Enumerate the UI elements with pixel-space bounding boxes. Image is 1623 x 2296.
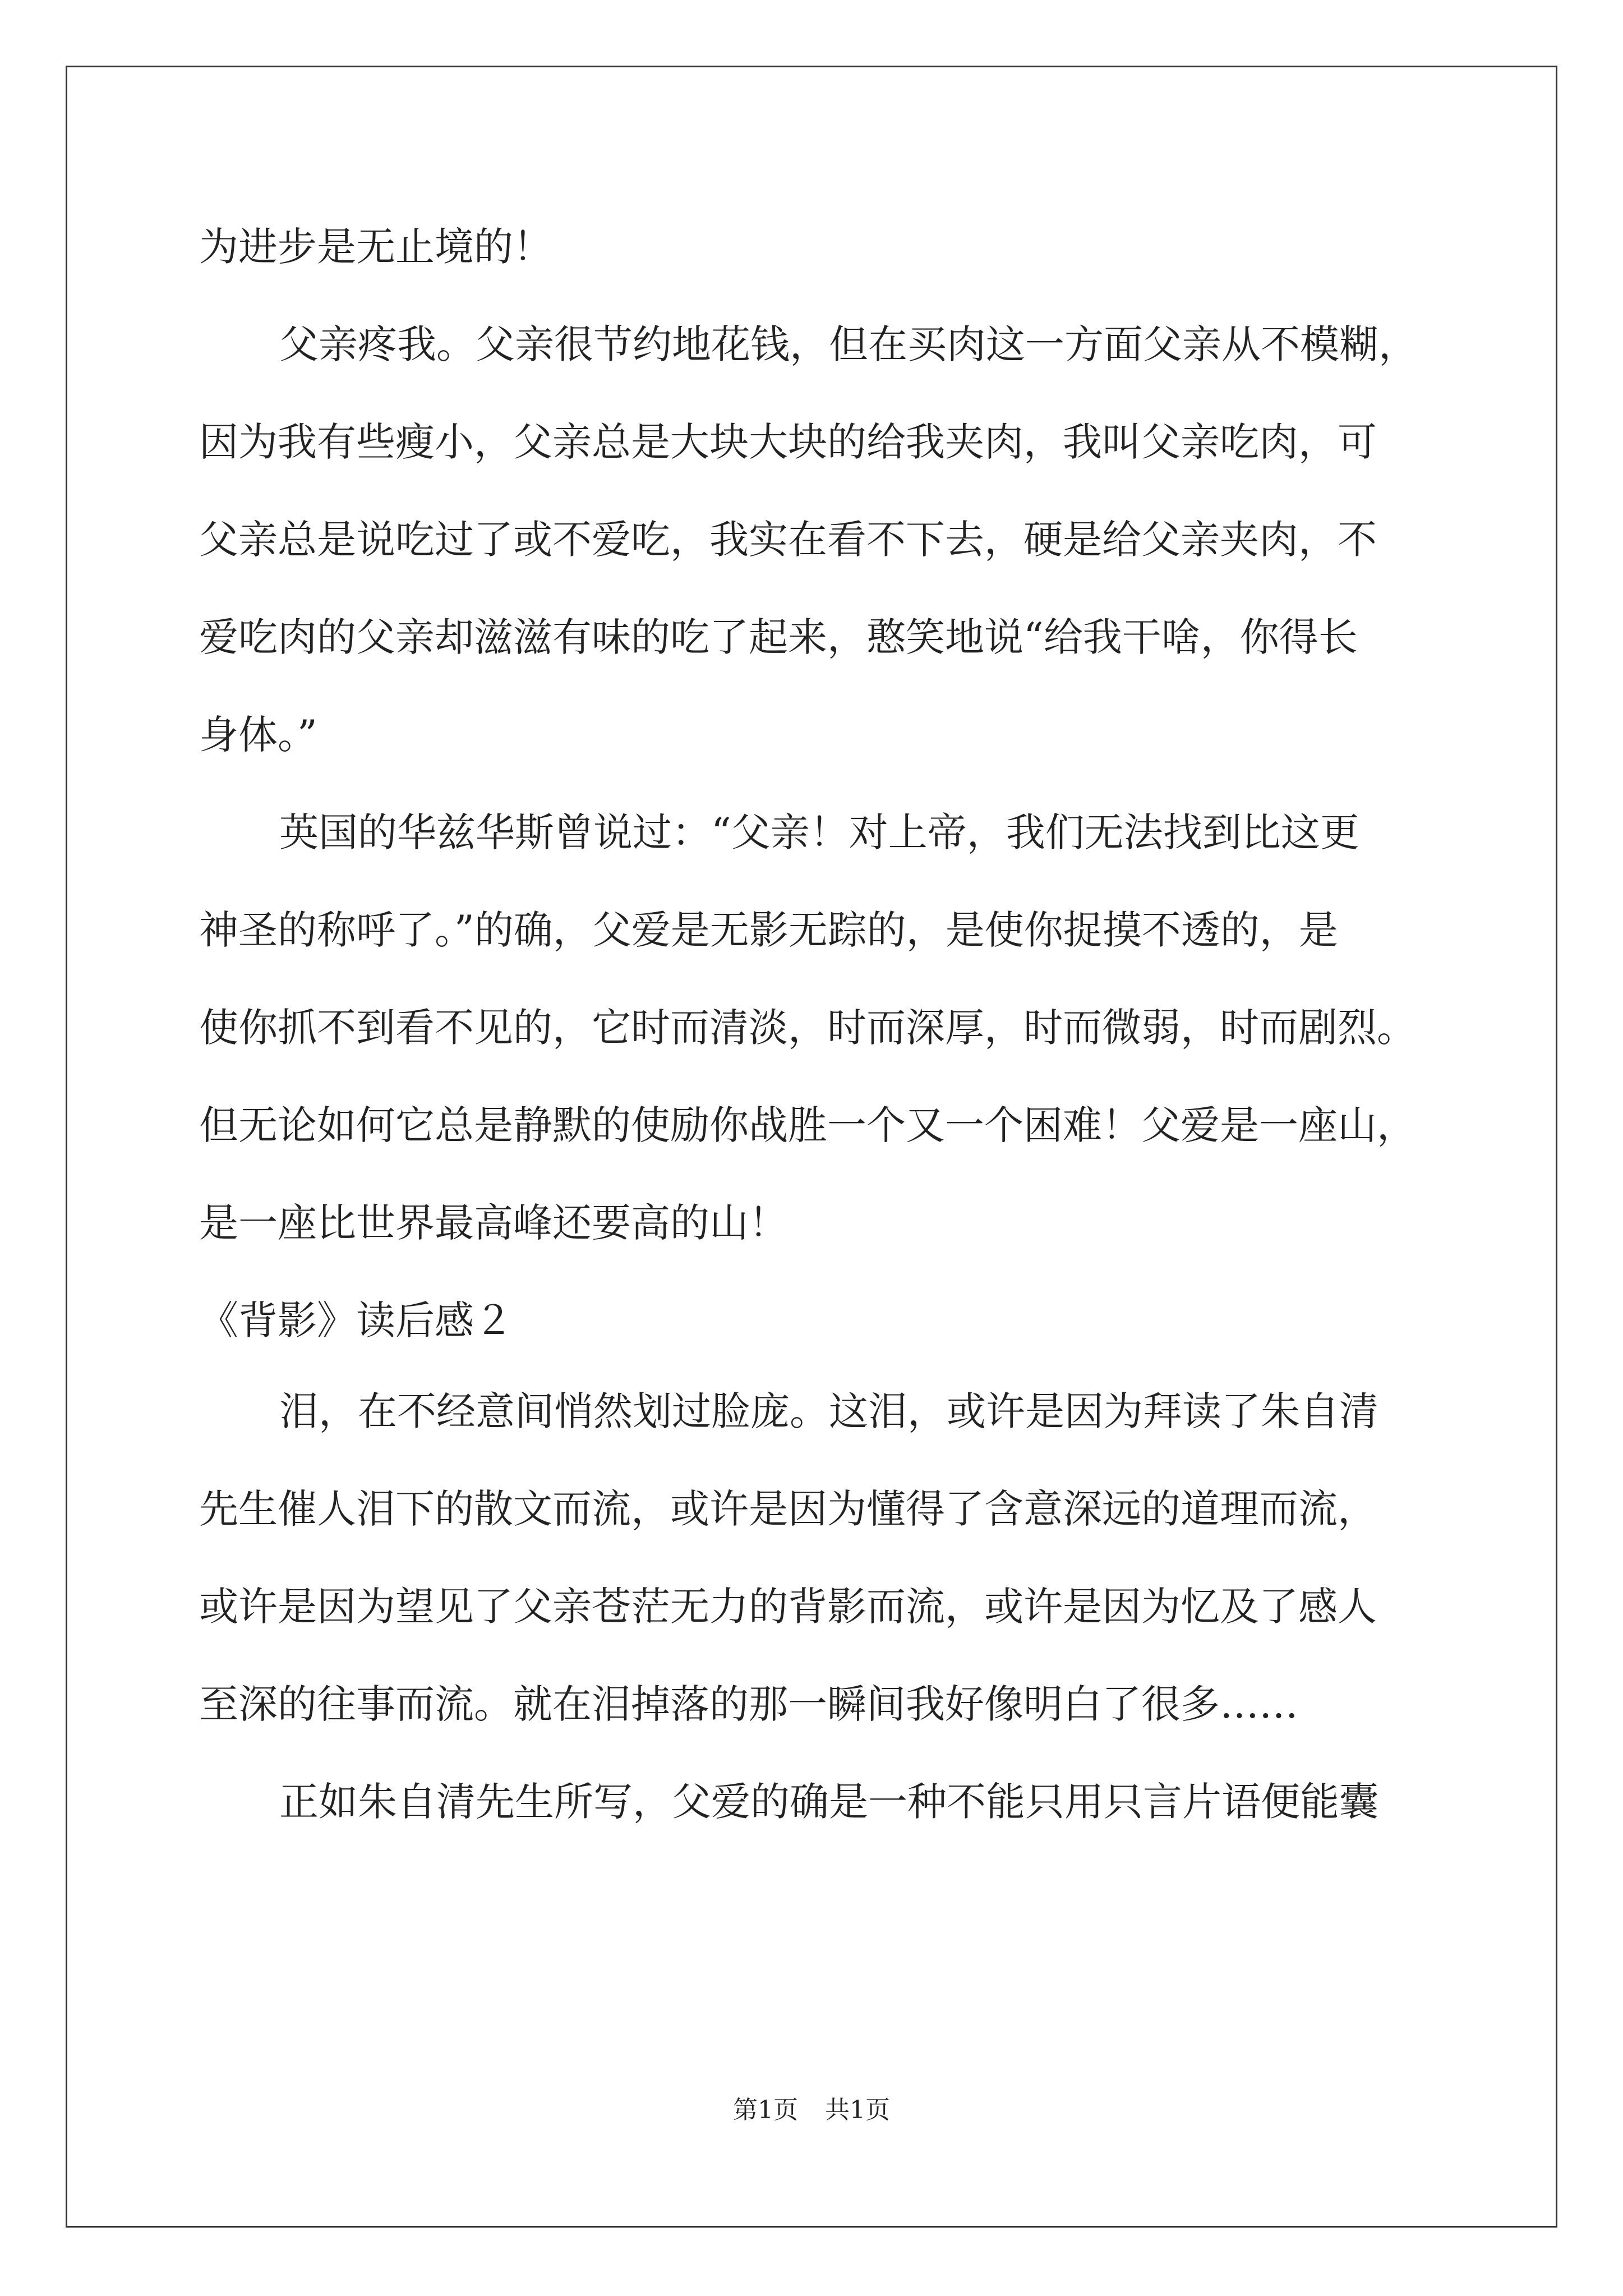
paragraph-line: 父亲总是说吃过了或不爱吃，我实在看不下去，硬是给父亲夹肉，不 xyxy=(199,517,1377,563)
paragraph-line: 先生催人泪下的散文而流，或许是因为懂得了含意深远的道理而流， xyxy=(199,1486,1377,1532)
paragraph-line: 父亲疼我。父亲很节约地花钱，但在买肉这一方面父亲从不模糊， xyxy=(279,321,1418,367)
paragraph-line: 神圣的称呼了。”的确，父爱是无影无踪的，是使你捉摸不透的，是 xyxy=(199,907,1338,953)
paragraph-line: 泪，在不经意间悄然划过脸庞。这泪，或许是因为拜读了朱自清 xyxy=(279,1388,1378,1434)
document-body xyxy=(199,219,1461,1871)
page-footer xyxy=(0,2090,1623,2125)
paragraph-line: 英国的华兹华斯曾说过：“父亲！对上帝，我们无法找到比这更 xyxy=(279,809,1359,855)
paragraph-line: 为进步是无止境的！ xyxy=(199,224,552,270)
paragraph-line: 正如朱自清先生所写，父爱的确是一种不能只用只言片语便能囊 xyxy=(279,1779,1378,1825)
page-total: 共1页 xyxy=(825,2096,890,2124)
paragraph-line: 是一座比世界最高峰还要高的山！ xyxy=(199,1200,788,1246)
page-number: 第1页 xyxy=(733,2096,798,2124)
paragraph-line: 但无论如何它总是静默的使励你战胜一个又一个困难！父爱是一座山， xyxy=(199,1102,1416,1148)
paragraph-line: 至深的往事而流。就在泪掉落的那一瞬间我好像明白了很多…… xyxy=(199,1681,1298,1727)
paragraph-line: 因为我有些瘦小，父亲总是大块大块的给我夹肉，我叫父亲吃肉，可 xyxy=(199,419,1377,465)
paragraph-line: 使你抓不到看不见的，它时而清淡，时而深厚，时而微弱，时而剧烈。 xyxy=(199,1005,1416,1051)
paragraph-line: 爱吃肉的父亲却滋滋有味的吃了起来，憨笑地说“给我干啥，你得长 xyxy=(199,614,1358,660)
paragraph-line: 身体。” xyxy=(199,712,317,758)
section-heading: 《背影》读后感２ xyxy=(199,1297,513,1343)
paragraph-line: 或许是因为望见了父亲苍茫无力的背影而流，或许是因为忆及了感人 xyxy=(199,1584,1377,1630)
